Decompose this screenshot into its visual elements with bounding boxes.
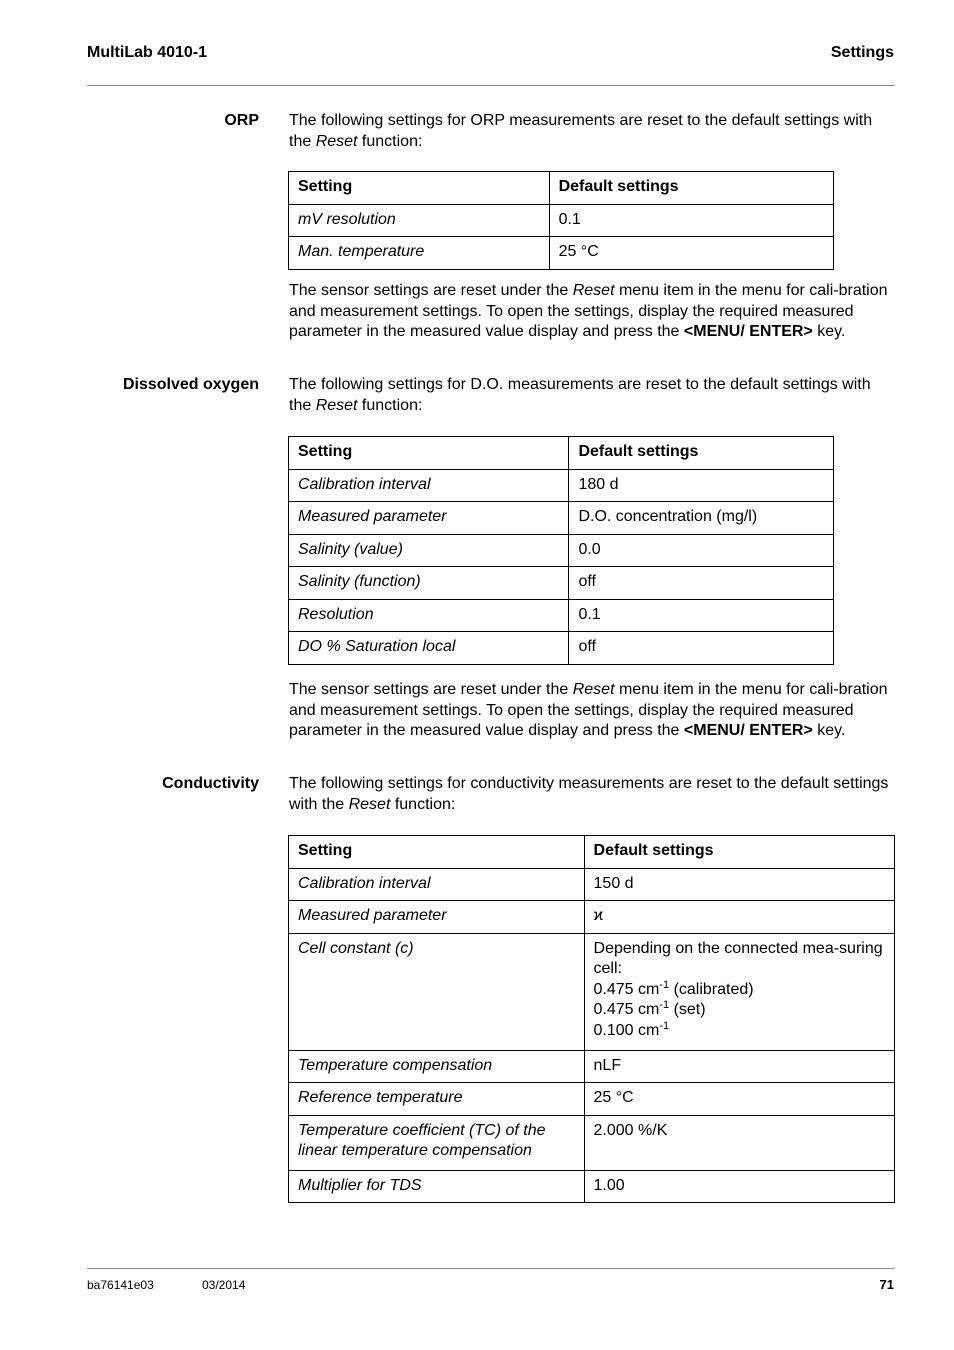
cell-constant-fixed: 0.100 $cm^{-1}$ — [593, 1019, 670, 1039]
value-cell: 0.1 — [569, 599, 834, 632]
table-row — [289, 1115, 895, 1170]
setting-cell: Temperature coefficient (TC) of the linear temperature compensation — [289, 1115, 585, 1170]
footer-date: 03/2014 — [202, 1278, 246, 1292]
setting-cell: Calibration interval — [289, 868, 585, 901]
table-row — [289, 868, 895, 901]
setting-cell: Measured parameter — [289, 901, 585, 934]
setting-cell: Temperature compensation — [289, 1050, 585, 1083]
column-header-default: Default settings — [584, 836, 894, 869]
table-row — [289, 1170, 895, 1203]
value-cell: 150 d — [584, 868, 894, 901]
value-cell: off — [569, 632, 834, 665]
footer-rule — [87, 1268, 895, 1269]
table-header-row — [289, 437, 834, 470]
setting-cell: Calibration interval — [289, 469, 569, 502]
conductivity-heading: Conductivity — [162, 775, 259, 792]
setting-cell: Cell constant (c) — [289, 933, 585, 1050]
table-row — [289, 237, 834, 270]
setting-cell: Man. temperature — [289, 237, 550, 270]
setting-cell: Resolution — [289, 599, 569, 632]
page-number: 71 — [879, 1277, 894, 1292]
table-row — [289, 632, 834, 665]
footer-document-id: ba76141e03 — [87, 1278, 154, 1292]
setting-cell: Salinity (function) — [289, 567, 569, 600]
value-cell: off — [569, 567, 834, 600]
setting-cell: Multiplier for TDS — [289, 1170, 585, 1203]
value-cell: 1.00 — [584, 1170, 894, 1203]
value-cell: 25 °C — [584, 1083, 894, 1116]
setting-cell: mV resolution — [289, 204, 550, 237]
setting-cell: Salinity (value) — [289, 534, 569, 567]
cell-constant-calibrated: 0.475 $cm^{-1}$ (calibrated) — [593, 978, 754, 998]
table-row — [289, 1083, 895, 1116]
setting-cell: Reference temperature — [289, 1083, 585, 1116]
table-row — [289, 204, 834, 237]
orp-intro: The following settings for ORP measurements are reset to the default settings with the Reset function: — [289, 112, 873, 150]
cell-constant-set: 0.475 $cm^{-1}$ (set) — [593, 999, 706, 1018]
table-header-row — [289, 172, 834, 205]
cell-constant-description: Depending on the connected mea-suring cell: — [593, 939, 883, 977]
value-cell: 0.1 — [549, 204, 833, 237]
setting-cell: DO % Saturation local — [289, 632, 569, 665]
setting-cell: Measured parameter — [289, 502, 569, 535]
running-header-section: Settings — [830, 44, 894, 61]
header-rule — [87, 85, 895, 86]
column-header-setting: Setting — [289, 437, 569, 470]
value-cell: nLF — [584, 1050, 894, 1083]
conductivity-intro: The following settings for conductivity measurements are reset to the default settings with the Reset function: — [289, 775, 889, 813]
do-note: The sensor settings are reset under the Reset menu item in the menu for cali-bration and measurement settings. To open the settings, display the required measured parameter in the measured value display and press the <MENU/ ENTER> key. — [289, 681, 888, 739]
table-row — [289, 901, 895, 934]
table-row — [289, 567, 834, 600]
value-cell: D.O. concentration (mg/l) — [569, 502, 834, 535]
value-cell: 0.0 — [569, 534, 834, 567]
value-cell — [584, 933, 894, 1050]
column-header-default: Default settings — [569, 437, 834, 470]
table-row — [289, 599, 834, 632]
table-row — [289, 469, 834, 502]
do-settings-table — [288, 436, 834, 665]
orp-note: The sensor settings are reset under the Reset menu item in the menu for cali-bration and measurement settings. To open the settings, display the required measured parameter in the measured value display and press the <MENU/ ENTER> key. — [289, 282, 888, 340]
value-cell: ϰ — [584, 901, 894, 934]
column-header-setting: Setting — [289, 172, 550, 205]
table-row — [289, 933, 895, 1050]
value-cell: 25 °C — [549, 237, 833, 270]
do-heading: Dissolved oxygen — [122, 376, 259, 393]
table-row — [289, 534, 834, 567]
orp-settings-table — [288, 171, 834, 270]
column-header-setting: Setting — [289, 836, 585, 869]
table-row — [289, 502, 834, 535]
column-header-default: Default settings — [549, 172, 833, 205]
running-header-product: MultiLab 4010-1 — [87, 44, 208, 61]
value-cell: 180 d — [569, 469, 834, 502]
orp-heading: ORP — [224, 112, 259, 129]
do-intro: The following settings for D.O. measurements are reset to the default settings with the Reset function: — [289, 376, 871, 414]
table-header-row — [289, 836, 895, 869]
table-row — [289, 1050, 895, 1083]
value-cell: 2.000 %/K — [584, 1115, 894, 1170]
conductivity-settings-table — [288, 835, 895, 1203]
